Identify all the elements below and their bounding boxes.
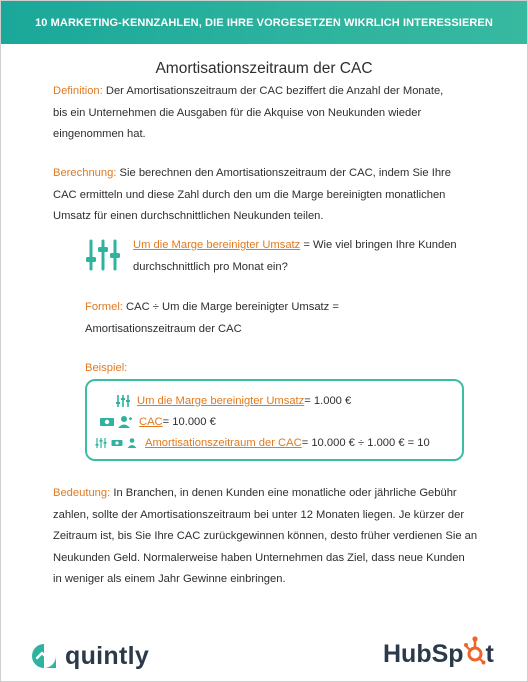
definition-label: Definition: — [53, 85, 103, 97]
margin-note-line-2: durchschnittlich pro Monat ein? — [133, 260, 288, 273]
definition-paragraph — [53, 81, 473, 146]
person-icon — [127, 437, 139, 449]
money-icon — [99, 415, 115, 429]
example-box — [85, 379, 464, 461]
example-row-3 — [95, 435, 430, 451]
page-title: Amortisationszeitraum der CAC — [155, 60, 373, 77]
definition-line-2: bis ein Unternehmen die Ausgaben für die Akquise von Neukunden wieder — [53, 106, 422, 119]
calculation-label: Berechnung: — [53, 167, 117, 179]
meaning-line-4: Neukunden Geld. Normalerweise haben Unternehmen das Ziel, dass neue Kunden — [53, 551, 465, 564]
formula-line-2: Amortisationszeitraum der CAC — [85, 322, 242, 335]
meaning-line-2: zahlen, sollte der Amortisationszeitraum bei unter 12 Monaten liegen. Je kürzer der — [53, 508, 465, 521]
quintly-wordmark: quintly — [65, 641, 150, 670]
banner-text: 10 MARKETING-KENNZAHLEN, DIE IHRE VORGESETZEN WIKRLICH INTERESSIEREN — [35, 16, 493, 29]
formula-paragraph — [85, 297, 465, 340]
sliders-icon — [115, 394, 131, 408]
meaning-paragraph — [53, 483, 503, 591]
example-row-1 — [115, 393, 351, 409]
example-row-3-value: = 10.000 € ÷ 1.000 € = 10 — [301, 437, 430, 449]
margin-note — [85, 237, 457, 278]
meaning-line-5: in weniger als einem Jahr Gewinne einbringen. — [53, 573, 286, 585]
definition-line-1: Der Amortisationszeitraum der CAC beziffert die Anzahl der Monate, — [102, 85, 444, 97]
quintly-logo-icon — [29, 641, 59, 671]
formula-label: Formel: — [85, 301, 123, 313]
hubspot-wordmark-b: t — [485, 639, 494, 668]
calculation-line-1: Sie berechnen den Amortisationszeitraum der CAC, indem Sie Ihre — [116, 167, 452, 179]
definition-line-3: eingenommen hat. — [53, 128, 146, 140]
calculation-line-3: Umsatz für einen durchschnittlichen Neukunden teilen. — [53, 210, 324, 222]
margin-note-term: Um die Marge bereinigter Umsatz — [133, 239, 301, 251]
example-label: Beispiel: — [85, 362, 128, 374]
calculation-line-2: CAC ermitteln und diese Zahl durch den um die Marge bereinigten monatlichen — [53, 188, 446, 201]
header-banner — [1, 1, 527, 44]
sliders-icon — [95, 437, 107, 449]
example-row-3-term: Amortisationszeitraum der CAC — [145, 437, 302, 449]
formula-line-1: CAC ÷ Um die Marge bereinigter Umsatz = — [122, 301, 339, 313]
money-icon — [111, 437, 123, 449]
hubspot-logo — [383, 639, 494, 669]
hubspot-wordmark-a: HubSp — [383, 639, 464, 668]
person-icon — [117, 415, 133, 429]
hubspot-sprocket-icon — [464, 635, 486, 665]
example-row-2 — [99, 414, 216, 430]
example-row-1-value: = 1.000 € — [304, 395, 352, 407]
margin-note-line-1: = Wie viel bringen Ihre Kunden — [300, 239, 457, 251]
example-row-1-term: Um die Marge bereinigter Umsatz — [137, 395, 305, 407]
meaning-line-3: Zeitraum ist, bis Sie Ihre CAC zurückgewinnen können, desto früher verdienen Sie an — [53, 530, 478, 542]
sliders-icon — [85, 237, 125, 273]
example-row-2-value: = 10.000 € — [162, 416, 216, 428]
example-row-2-term: CAC — [139, 416, 163, 428]
meaning-label: Bedeutung: — [53, 487, 111, 499]
calculation-paragraph — [53, 163, 493, 228]
quintly-logo — [29, 641, 149, 671]
meaning-line-1: In Branchen, in denen Kunden eine monatliche oder jährliche Gebühr — [110, 487, 457, 499]
